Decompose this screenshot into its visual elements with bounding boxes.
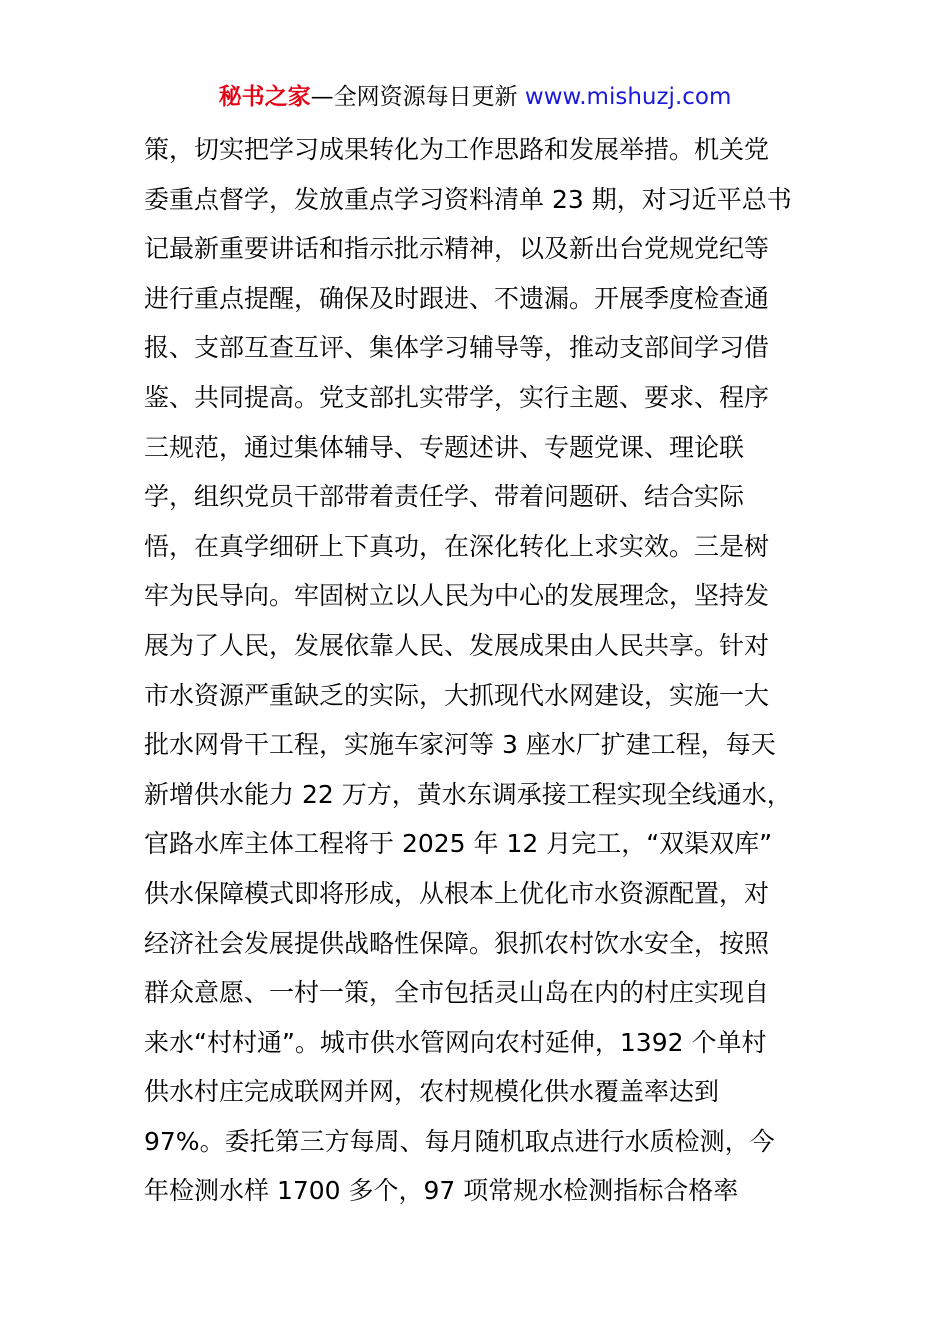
body-line: 悟，在真学细研上下真功，在深化转化上求实效。三是树 — [144, 531, 770, 561]
body-line: 群众意愿、一村一策，全市包括灵山岛在内的村庄实现自 — [144, 978, 770, 1008]
body-line: 进行重点提醒，确保及时跟进、不遗漏。开展季度检查通 — [144, 283, 770, 313]
body-line: 官路水库主体工程将于 2025 年 12 月完工，“双渠双库” — [144, 829, 773, 859]
body-line: 年检测水样 1700 多个，97 项常规水检测指标合格率 — [144, 1176, 739, 1206]
body-line: 97%。委托第三方每周、每月随机取点进行水质检测，今 — [144, 1126, 775, 1156]
body-line: 报、支部互查互评、集体学习辅导等，推动支部间学习借 — [144, 333, 770, 363]
body-line: 记最新重要讲话和指示批示精神，以及新出台党规党纪等 — [144, 234, 770, 264]
body-line: 策，切实把学习成果转化为工作思路和发展举措。机关党 — [144, 135, 770, 164]
body-line: 牢为民导向。牢固树立以人民为中心的发展理念，坚持发 — [144, 581, 770, 611]
site-header — [0, 80, 950, 114]
document-body — [144, 125, 809, 1216]
body-line: 学，组织党员干部带着责任学、带着问题研、结合实际 — [144, 482, 745, 512]
body-line: 三规范，通过集体辅导、专题述讲、专题党课、理论联 — [144, 432, 745, 462]
site-brand: 秘书之家 — [218, 84, 311, 110]
body-line: 展为了人民，发展依靠人民、发展成果由人民共享。针对 — [144, 630, 770, 660]
body-line: 新增供水能力 22 万方，黄水东调承接工程实现全线通水， — [144, 779, 792, 809]
body-line: 来水“村村通”。城市供水管网向农村延伸，1392 个单村 — [144, 1027, 767, 1057]
body-line: 供水保障模式即将形成，从根本上优化市水资源配置，对 — [144, 878, 770, 908]
body-line: 批水网骨干工程，实施车家河等 3 座水厂扩建工程，每天 — [144, 730, 776, 760]
body-line: 供水村庄完成联网并网，农村规模化供水覆盖率达到 — [144, 1077, 720, 1107]
body-line: 鉴、共同提高。党支部扎实带学，实行主题、要求、程序 — [144, 382, 770, 412]
body-line: 市水资源严重缺乏的实际，大抓现代水网建设，实施一大 — [144, 680, 770, 710]
site-url-link[interactable]: www.mishuzj.com — [524, 84, 732, 110]
site-tagline: —全网资源每日更新 — [310, 84, 525, 110]
body-line: 经济社会发展提供战略性保障。狠抓农村饮水安全，按照 — [144, 928, 770, 958]
body-line: 委重点督学，发放重点学习资料清单 23 期，对习近平总书 — [144, 184, 792, 214]
